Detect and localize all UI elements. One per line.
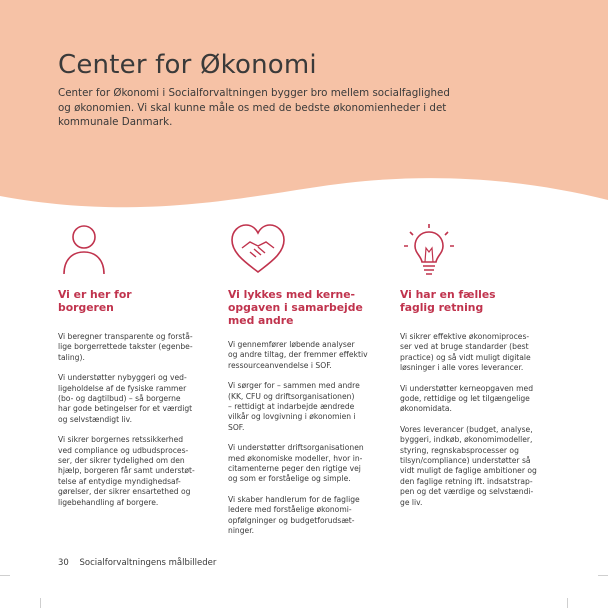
heading-line: borgeren [58, 301, 114, 314]
text-line: ressourceanvendelse i SOF. [228, 360, 332, 370]
text-line: Vi gennemfører løbende analyser [228, 340, 355, 349]
text-line: ge liv. [400, 497, 423, 507]
text-line: løsninger i alle vores leverancer. [400, 363, 524, 373]
column-heading [58, 288, 210, 314]
column-paragraph [228, 443, 380, 485]
text-line: tilsyn/compliance) understøtter så [400, 456, 531, 466]
text-line: gode, rettidige og let tilgængelige [400, 394, 530, 404]
heart-handshake-icon [228, 222, 288, 276]
column-heading [228, 288, 380, 327]
text-line: ninger. [228, 526, 255, 536]
text-line: ser ved at bruge standarder (best [400, 342, 529, 352]
text-line: Vi sørger for – sammen med andre [228, 381, 360, 391]
text-line: gørelser, der sikrer ensartethed og [58, 487, 191, 497]
text-line: Vi skaber handlerum for de faglige [228, 494, 360, 504]
intro-line: kommunale Danmark. [58, 116, 173, 128]
heading-line: faglig retning [400, 301, 484, 314]
page-number: 30 [58, 558, 69, 568]
text-line: ved compliance og udbudsproces- [58, 445, 189, 455]
column-heading [400, 288, 552, 314]
text-line: byggeri, indkøb, økonomimodeller, [400, 435, 533, 445]
text-line: og selvstændigt liv. [58, 414, 132, 424]
text-line: (KK, CFU og driftsorganisationen) [228, 391, 355, 401]
text-line: Vi beregner transparente og forstå- [58, 332, 193, 341]
text-line: ligeholdelse af de fysiske rammer [58, 383, 187, 393]
intro-line: Center for Økonomi i Socialforvaltningen bygger bro mellem socialfaglighed [58, 87, 450, 99]
text-line: (bo- og dagtilbud) – så borgerne [58, 394, 181, 404]
heading-line: Vi er her for [58, 288, 132, 301]
lightbulb-icon [400, 222, 458, 276]
publication-title: Socialforvaltningens målbilleder [79, 558, 217, 568]
crop-mark [0, 575, 10, 576]
text-line: har gode betingelser for et værdigt [58, 404, 193, 414]
text-line: Vi sikrer effektive økonomiproces- [400, 332, 530, 341]
text-line: lige borgerrettede takster (egenbe- [58, 342, 193, 352]
text-line: ledere med forståelige økonomi- [228, 505, 352, 515]
text-line: økonomidata. [400, 404, 452, 414]
column-borgeren [58, 288, 210, 518]
text-line: den faglige retning ift. indsatstrap- [400, 476, 533, 486]
column-paragraph [58, 435, 210, 508]
text-line: og andre tiltag, der fremmer effektiv [228, 350, 368, 360]
column-paragraph [228, 495, 380, 537]
text-line: styring, regnskabsprocesser og [400, 445, 519, 455]
column-samarbejde [228, 288, 380, 547]
page-title: Center for Økonomi [58, 50, 317, 80]
page-footer [58, 558, 224, 568]
crop-mark [567, 598, 568, 608]
column-paragraph [58, 373, 210, 425]
intro-line: og økonomien. Vi skal kunne måle os med de bedste økonomienheder i det [58, 101, 447, 114]
text-line: hjælp, borgeren får samt understøt- [58, 466, 195, 476]
text-line: practice) og så vidt muligt digitale [400, 352, 531, 362]
heading-line: opgaven i samarbejde [228, 301, 363, 314]
heading-line: Vi lykkes med kerne- [228, 288, 356, 301]
text-line: og som er forståelige og simple. [228, 474, 351, 484]
heading-line: Vi har en fælles [400, 288, 496, 301]
column-paragraph [400, 384, 552, 415]
text-line: Vores leverancer (budget, analyse, [400, 424, 533, 434]
column-paragraph [400, 332, 552, 374]
text-line: telse af entydige myndighedsaf- [58, 476, 181, 486]
column-paragraph [228, 381, 380, 433]
person-icon [58, 222, 110, 276]
text-line: med økonomiske modeller, hvor in- [228, 453, 363, 463]
text-line: Vi understøtter driftsorganisationen [228, 443, 364, 453]
text-line: pen og det værdige og selvstændi- [400, 487, 534, 497]
intro-paragraph [58, 86, 478, 130]
text-line: vilkår og lovgivning i økonomien i [228, 412, 356, 422]
text-line: taling). [58, 352, 85, 362]
text-line: citamenterne peger den rigtige vej [228, 464, 361, 474]
column-faglig-retning [400, 288, 552, 518]
crop-mark [40, 598, 41, 608]
text-line: Vi sikrer borgernes retssikkerhed [58, 435, 184, 445]
text-line: SOF. [228, 422, 245, 432]
crop-mark [598, 575, 608, 576]
text-line: ser, der sikrer tydelighed om den [58, 456, 185, 466]
text-line: – rettidigt at indarbejde ændrede [228, 402, 355, 412]
text-line: ligebehandling af borgere. [58, 497, 159, 507]
column-paragraph [228, 340, 380, 371]
column-paragraph [58, 332, 210, 363]
text-line: Vi understøtter kerneopgaven med [400, 383, 534, 393]
column-paragraph [400, 425, 552, 508]
text-line: opfølgninger og budgetforudsæt- [228, 515, 355, 525]
heading-line: med andre [228, 314, 294, 327]
text-line: vidt muligt de faglige ambitioner og [400, 466, 537, 476]
text-line: Vi understøtter nybyggeri og ved- [58, 373, 187, 383]
